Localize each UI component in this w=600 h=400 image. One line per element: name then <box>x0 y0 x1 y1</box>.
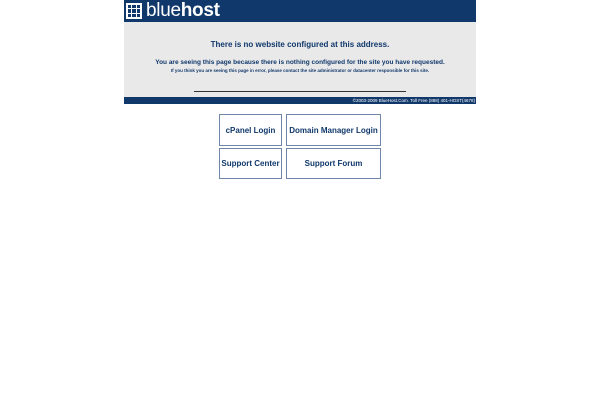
divider <box>194 91 406 92</box>
message-panel <box>124 22 476 97</box>
copyright-text: ©2003-2009 BlueHost.Com. Toll Free (888) 401-HOST(4678) <box>352 98 475 103</box>
message-title: There is no website configured at this address. <box>210 40 390 49</box>
logo-text-light: blue <box>146 0 181 21</box>
message-line-2: If you think you are seeing this page in error, please contact the site administrator or datacenter responsible for this site. <box>170 68 430 73</box>
logo <box>146 0 220 22</box>
footer-bar <box>124 97 476 104</box>
grid-logo-icon <box>126 3 142 19</box>
domain-manager-login-link[interactable]: Domain Manager Login <box>286 114 381 146</box>
support-center-link[interactable]: Support Center <box>219 148 282 179</box>
header-bar <box>124 0 476 22</box>
page-container <box>124 0 476 104</box>
message-line-1: You are seeing this page because there is nothing configured for the site you have requested. <box>155 59 445 66</box>
support-forum-link[interactable]: Support Forum <box>286 148 381 179</box>
cpanel-login-link[interactable]: cPanel Login <box>219 114 282 146</box>
logo-text-bold: host <box>180 0 220 21</box>
